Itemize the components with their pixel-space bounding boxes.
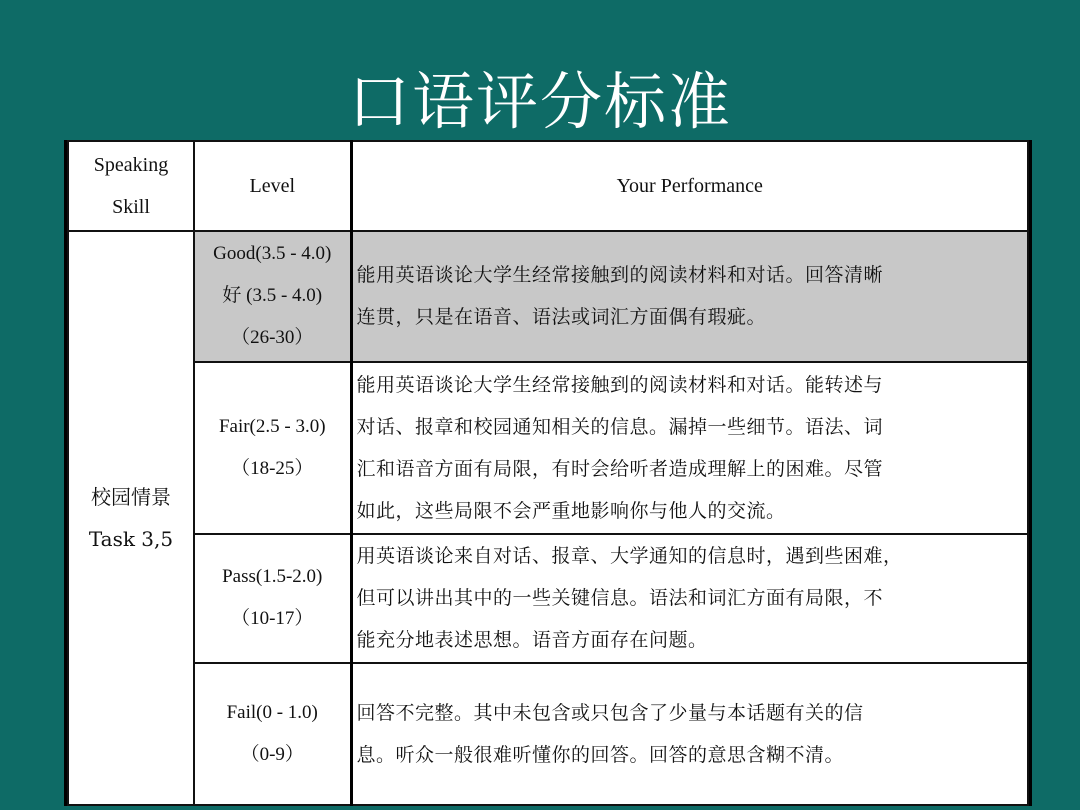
skill-line2: Task 3,5 bbox=[88, 527, 174, 552]
performance-text: 息。听众一般很难听懂你的回答。回答的意思含糊不清。 bbox=[356, 743, 845, 766]
performance-text: 连贯，只是在语音、语法或词汇方面偶有瑕疵。 bbox=[356, 306, 767, 329]
performance-fair bbox=[351, 362, 1028, 535]
level-text: Pass(1.5-2.0) bbox=[222, 566, 323, 588]
header-skill-line1: Speaking bbox=[93, 154, 169, 177]
level-text: Fair(2.5 - 3.0) bbox=[218, 415, 326, 437]
performance-text: 能充分地表述思想。语音方面存在问题。 bbox=[356, 629, 708, 652]
skill-line1: 校园情景 bbox=[91, 485, 171, 510]
level-text: （26-30） bbox=[231, 327, 314, 349]
table-row-pass bbox=[68, 534, 1028, 662]
table-header-row bbox=[68, 141, 1028, 231]
performance-text: 汇和语音方面有局限，有时会给听者造成理解上的困难。尽管 bbox=[356, 457, 884, 480]
header-level: Level bbox=[194, 141, 351, 231]
level-fair bbox=[194, 362, 351, 535]
level-text: Good(3.5 - 4.0) bbox=[213, 243, 332, 265]
level-good bbox=[194, 231, 351, 361]
level-text: （0-9） bbox=[240, 743, 304, 765]
skill-cell bbox=[68, 231, 194, 805]
performance-text: 用英语谈论来自对话、报章、大学通知的信息时，遇到些困难， bbox=[356, 545, 903, 568]
header-skill-line2: Skill bbox=[112, 196, 150, 219]
level-text: （10-17） bbox=[231, 608, 314, 630]
level-text: 好 (3.5 - 4.0) bbox=[222, 285, 323, 307]
performance-text: 对话、报章和校园通知相关的信息。漏掉一些细节。语法、词 bbox=[356, 415, 884, 438]
performance-text: 但可以讲出其中的一些关键信息。语法和词汇方面有局限，不 bbox=[356, 587, 884, 610]
level-pass bbox=[194, 534, 351, 662]
level-text: Fail(0 - 1.0) bbox=[226, 701, 318, 723]
performance-fail bbox=[351, 663, 1028, 805]
header-speaking-skill bbox=[68, 141, 194, 231]
performance-text: 回答不完整。其中未包含或只包含了少量与本话题有关的信 bbox=[356, 701, 864, 724]
level-fail bbox=[194, 663, 351, 805]
performance-text: 能用英语谈论大学生经常接触到的阅读材料和对话。回答清晰 bbox=[356, 264, 884, 287]
performance-text: 如此，这些局限不会严重地影响你与他人的交流。 bbox=[356, 499, 786, 522]
table-row-good bbox=[68, 231, 1028, 361]
slide-title: 口语评分标准 bbox=[347, 65, 732, 138]
table-row-fail bbox=[68, 663, 1028, 805]
level-text: （18-25） bbox=[231, 457, 314, 479]
performance-pass bbox=[351, 534, 1028, 662]
performance-text: 能用英语谈论大学生经常接触到的阅读材料和对话。能转述与 bbox=[356, 373, 884, 396]
header-performance: Your Performance bbox=[351, 141, 1028, 231]
scoring-table bbox=[64, 140, 1032, 806]
table-row-fair bbox=[68, 362, 1028, 535]
performance-good bbox=[351, 231, 1028, 361]
